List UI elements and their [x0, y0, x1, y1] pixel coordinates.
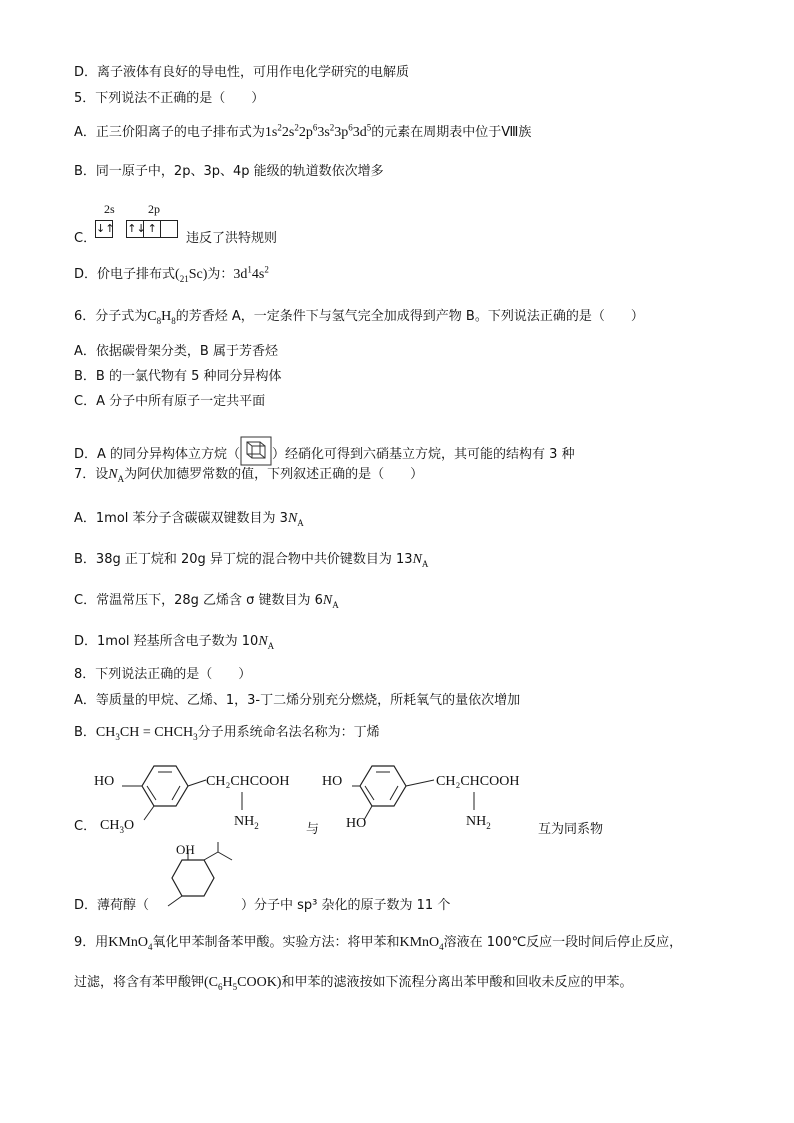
q5-stem: 5．下列说法不正确的是（ ）	[74, 91, 265, 106]
butene-formula: $CH_3CH$ = $CHCH_3$	[95, 725, 198, 742]
q9-line1	[74, 934, 682, 952]
q6d-text: D．A 的同分异构体立方烷（	[74, 447, 241, 462]
q9-text-3: 溶液在 100℃反应一段时间后停止反应，	[443, 935, 683, 950]
q7-stem	[74, 466, 423, 484]
q9-text-1: 9．用	[74, 935, 109, 950]
kmno4-2: KMnO$_4$	[399, 935, 444, 952]
menthol-structure	[152, 842, 252, 914]
q6-text: 6．分子式为	[74, 309, 148, 324]
q8b-text-end: 分子用系统命名法名称为：丁烯	[197, 725, 380, 740]
mol2-ho-bottom: HO	[346, 816, 367, 831]
orbital-box-2s: ↓↑	[95, 220, 113, 238]
mol2-ho-top: HO	[322, 774, 343, 789]
q7a-na: $N_A$	[287, 511, 304, 528]
mol1-och3: $CH_3O$	[100, 818, 135, 835]
q8-option-c-label: C．	[74, 819, 97, 834]
sc-symbol: $(_{21}Sc)$	[175, 267, 208, 284]
q7c-text: C．常温常压下，28g 乙烯含 σ 键数目为 6	[74, 593, 323, 608]
cubane-structure	[240, 436, 272, 466]
mol1-chain: CH₂CHCOOH	[206, 774, 290, 789]
q8-option-a: A．等质量的甲烷、乙烯、1，3-丁二烯分别充分燃烧，所耗氧气的量依次增加	[74, 693, 521, 708]
q5-option-b: B．同一原子中，2p、3p、4p 能级的轨道数依次增多	[74, 164, 384, 179]
q6-option-c: C．A 分子中所有原子一定共平面	[74, 394, 266, 409]
q8-stem: 8．下列说法正确的是（ ）	[74, 667, 252, 682]
q6d-text-end: ）经硝化可得到六硝基立方烷，其可能的结构有 3 种	[272, 447, 575, 462]
q7-text-end: 为阿伏加德罗常数的值，下列叙述正确的是（ ）	[124, 467, 424, 482]
orbital-2p-label: 2p	[148, 202, 160, 216]
formula-c8h8: $C_8H_8$	[147, 309, 176, 326]
mol1-ho: HO	[94, 774, 115, 789]
q8d-text-end: ）分子中 sp³ 杂化的原子数为 11 个	[241, 898, 451, 913]
q6-option-b: B．B 的一氯代物有 5 种同分异构体	[74, 369, 282, 384]
q6-option-a: A．依据碳骨架分类，B 属于芳香烃	[74, 344, 278, 359]
q7b-text: B．38g 正丁烷和 20g 异丁烷的混合物中共价键数目为 13	[74, 552, 413, 567]
q8c-and: 与	[306, 822, 320, 837]
mol1-nh2: $NH_2$	[234, 814, 259, 831]
q5a-text-end: 的元素在周期表中位于Ⅷ族	[371, 125, 532, 140]
q6-option-d	[74, 436, 575, 466]
q7-option-a	[74, 510, 304, 528]
q6-stem	[74, 308, 644, 326]
q7b-na: $N_A$	[412, 552, 429, 569]
q7-option-d	[74, 633, 274, 651]
mol2-chain: CH₂CHCOOH	[436, 774, 520, 789]
c6h5cook: $(C_6H_5COOK)$	[204, 975, 282, 992]
q8-option-d	[74, 897, 450, 915]
q7-option-b	[74, 551, 428, 569]
q8d-text: D．薄荷醇（	[74, 898, 150, 913]
orbital-box-2p-3	[160, 220, 178, 238]
orbital-box-2p-1: ↑↓	[126, 220, 144, 238]
menthol-oh: OH	[176, 842, 195, 857]
q5d-text-mid: 为：	[207, 267, 234, 282]
q7d-text: D．1mol 羟基所含电子数为 10	[74, 634, 259, 649]
q5a-text: A．正三价阳离子的电子排布式为	[74, 125, 265, 140]
mol2-nh2: $NH_2$	[466, 814, 491, 831]
q9-line2	[74, 974, 633, 992]
q4-option-d: D．离子液体有良好的导电性，可用作电化学研究的电解质	[74, 65, 410, 80]
molecule-2-structure	[336, 758, 546, 836]
q6-text-end: 的芳香烃 A，一定条件下与氢气完全加成得到产物 B。下列说法正确的是（ ）	[175, 309, 644, 324]
avogadro-symbol: $N_A$	[108, 467, 125, 484]
sc-config: $3d^14s^2$	[233, 264, 269, 282]
q8c-homolog-text: 互为同系物	[538, 822, 604, 837]
q9-text-4: 过滤，将含有苯甲酸钾	[74, 975, 205, 990]
q5-option-d	[74, 266, 269, 284]
q5-option-c-label: C．	[74, 231, 97, 246]
q5d-text: D．价电子排布式	[74, 267, 176, 282]
electron-config: $1s^22s^22p^63s^23p^63d^5$	[264, 122, 372, 140]
orbital-2s-label: 2s	[104, 202, 115, 216]
kmno4-1: KMnO$_4$	[108, 935, 153, 952]
q9-text-5: 和甲苯的滤液按如下流程分离出苯甲酸和回收未反应的甲苯。	[281, 975, 633, 990]
q7c-na: $N_A$	[322, 593, 339, 610]
q7a-text: A．1mol 苯分子含碳碳双键数目为 3	[74, 511, 288, 526]
orbital-box-2p-2: ↑	[143, 220, 161, 238]
q8-option-b	[74, 724, 380, 742]
q5-option-c-text: 违反了洪特规则	[186, 231, 278, 246]
q8b-text: B．	[74, 725, 96, 740]
q5-option-a	[74, 124, 531, 142]
q7-option-c	[74, 592, 339, 610]
q7-text: 7．设	[74, 467, 109, 482]
q9-text-2: 氧化甲苯制备苯甲酸。实验方法：将甲苯和	[152, 935, 400, 950]
q7d-na: $N_A$	[258, 634, 275, 651]
